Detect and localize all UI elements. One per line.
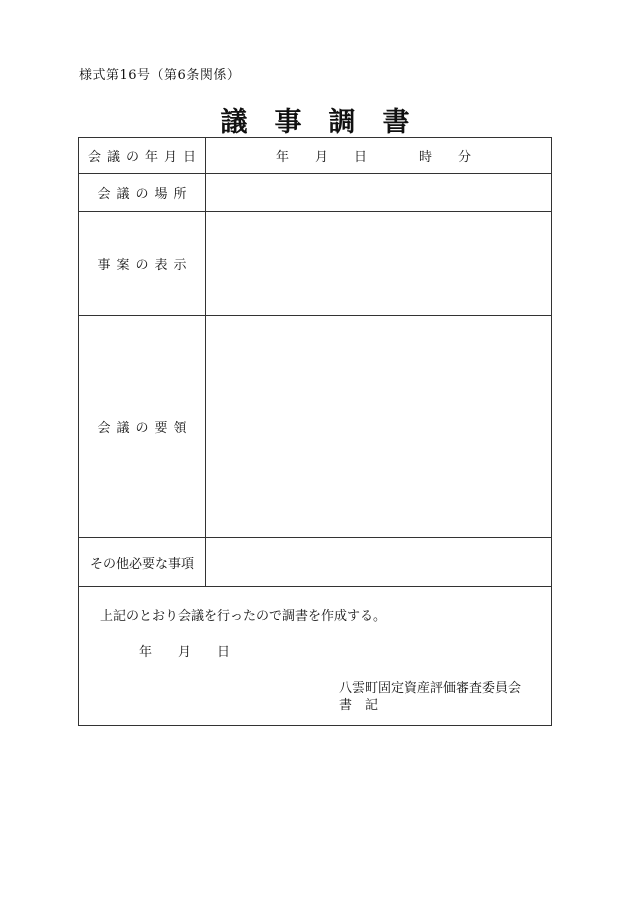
meeting-place-field[interactable] [206, 174, 552, 212]
other-matters-row [79, 538, 552, 587]
secretary-label: 書 記 [339, 698, 379, 713]
document-title: 議 事 調 書 [220, 107, 410, 138]
meeting-date-label: 会議の年月日 [79, 138, 206, 174]
case-display-label: 事案の表示 [79, 212, 206, 316]
meeting-summary-label: 会議の要領 [79, 316, 206, 538]
other-matters-label: その他必要な事項 [79, 538, 206, 587]
meeting-date-template: 年 月 日 時 分 [276, 150, 472, 165]
meeting-summary-row [79, 316, 552, 538]
footer-row [79, 587, 552, 726]
closing-statement: 上記のとおり会議を行ったので調書を作成する。 [100, 609, 387, 624]
meeting-place-label: 会議の場所 [79, 174, 206, 212]
footer-cell [79, 587, 552, 726]
case-display-row [79, 212, 552, 316]
committee-name: 八雲町固定資産評価審査委員会 [339, 681, 522, 696]
meeting-summary-field[interactable] [206, 316, 552, 538]
other-matters-field[interactable] [206, 538, 552, 587]
creation-date[interactable]: 年 月 日 [139, 645, 231, 660]
meeting-place-row [79, 174, 552, 212]
form-number: 様式第16号（第6条関係） [79, 68, 241, 83]
minutes-form-table [78, 137, 552, 726]
meeting-date-row [79, 138, 552, 174]
meeting-date-field[interactable] [206, 138, 552, 174]
case-display-field[interactable] [206, 212, 552, 316]
